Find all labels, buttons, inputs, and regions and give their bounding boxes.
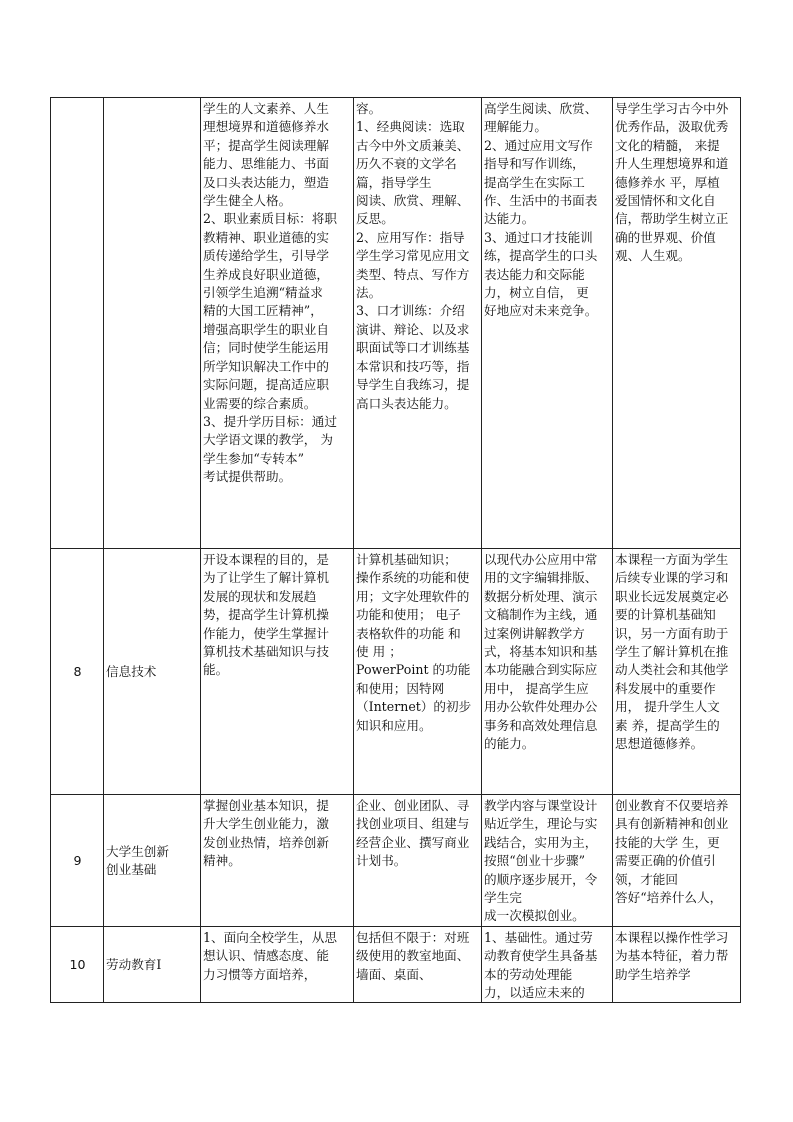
- course-goal: 学生的人文素养、人生 理想境界和道德修养水 平；提高学生阅读理解 能力、思维能力、书面 及口头表达能力，塑造 学生健全人格。 2、职业素质目标：将职 教精神、职业道德的实 质传递给学生，引导学 生养成良好职业道德， 引领学生追溯“精益求 精的大国工匠精神”， 增强高职学生的职业自 信；同时使学生能运用 所学知识解决工作中的 实际问题，提高适应职 业需要的综合素质。 3、提升学历目标：通过 大学语文课的教学， 为 学生参加“专转本” 考试提供帮助。: [201, 98, 354, 549]
- course-table: [50, 97, 741, 1003]
- course-name: 劳动教育Ⅰ: [104, 926, 201, 1003]
- teaching-requirement: 以现代办公应用中常 用的文字编辑排版、 数据分析处理、演示 文稿制作为主线，通 过案例讲解教学方 式，将基本知识和基 本功能融合到实际应 用中， 提高学生应 用办公软件处理办公 事务和高效处理信息 的能力。: [482, 549, 613, 795]
- table-row: [51, 795, 741, 927]
- row-number: [51, 98, 104, 549]
- course-content: 容。 1、经典阅读：选取 古今中外文质兼美、 历久不衰的文学名 篇，指导学生 阅读、欣赏、理解、 反思。 2、应用写作：指导 学生学习常见应用文 类型、特点、写作方 法。 3、口才训练：介绍 演讲、辩论、以及求 职面试等口才训练基 本常识和技巧等，指 导学生自我练习，提 高口头表达能力。: [354, 98, 482, 549]
- course-name: [104, 98, 201, 549]
- table-row: [51, 549, 741, 795]
- course-content: 计算机基础知识； 操作系统的功能和使 用；文字处理软件的 功能和使用； 电子 表格软件的功能 和 使 用 ； PowerPoint 的功能 和使用；因特网 （Internet）的初步 知识和应用。: [354, 549, 482, 795]
- table-row: [51, 98, 741, 549]
- ideological-element: 本课程一方面为学生 后续专业课的学习和 职业长远发展奠定必 要的计算机基础知 识，另一方面有助于 学生了解计算机在推 动人类社会和其他学 科发展中的重要作 用， 提升学生人文 素 养，提高学生的 思想道德修养。: [613, 549, 741, 795]
- course-name: 大学生创新 创业基础: [104, 795, 201, 927]
- course-goal: 开设本课程的目的，是 为了让学生了解计算机 发展的现状和发展趋 势，提高学生计算机操 作能力，使学生掌握计 算机技术基础知识与技 能。: [201, 549, 354, 795]
- ideological-element: 创业教育不仅要培养 具有创新精神和创业 技能的大学 生，更 需要正确的价值引 领，才能回 答好“培养什么人，: [613, 795, 741, 927]
- course-goal: 1、面向全校学生，从思 想认识、情感态度、能 力习惯等方面培养，: [201, 926, 354, 1003]
- row-number: 9: [51, 795, 104, 927]
- ideological-element: 本课程以操作性学习 为基本特征，着力帮 助学生培养学: [613, 926, 741, 1003]
- table-row: [51, 926, 741, 1003]
- course-name: 信息技术: [104, 549, 201, 795]
- ideological-element: 导学生学习古今中外 优秀作品，汲取优秀 文化的精髓， 来提 升人生理想境界和道 德修养水 平，厚植 爱国情怀和文化自 信，帮助学生树立正 确的世界观、价值 观、人生观。: [613, 98, 741, 549]
- teaching-requirement: 教学内容与课堂设计 贴近学生，理论与实 践结合，实用为主， 按照“创业十步骤” 的顺序逐步展开，令 学生完 成一次模拟创业。: [482, 795, 613, 927]
- teaching-requirement: 1、基础性。通过劳 动教育使学生具备基 本的劳动处理能 力，以适应未来的: [482, 926, 613, 1003]
- course-content: 企业、创业团队、寻 找创业项目、组建与 经营企业、撰写商业 计划书。: [354, 795, 482, 927]
- row-number: 10: [51, 926, 104, 1003]
- course-goal: 掌握创业基本知识，提 升大学生创业能力，激 发创业热情，培养创新 精神。: [201, 795, 354, 927]
- row-number: 8: [51, 549, 104, 795]
- course-content: 包括但不限于：对班 级使用的教室地面、 墙面、桌面、: [354, 926, 482, 1003]
- teaching-requirement: 高学生阅读、欣赏、 理解能力。 2、通过应用文写作 指导和写作训练， 提高学生在实际工 作、生活中的书面表 达能力。 3、通过口才技能训 练，提高学生的口头 表达能力和交际能 力，树立自信， 更 好地应对未来竞争。: [482, 98, 613, 549]
